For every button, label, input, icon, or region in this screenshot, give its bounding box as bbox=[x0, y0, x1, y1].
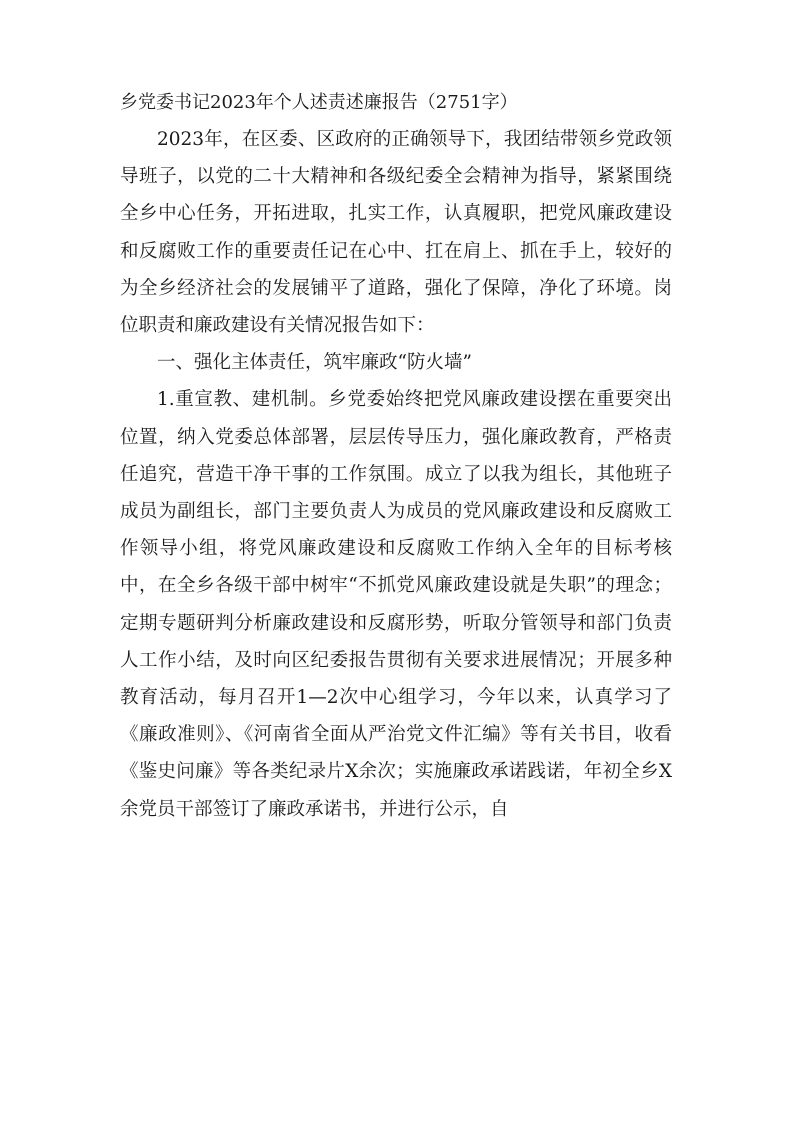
section-heading: 一、强化主体责任，筑牢廉政“防火墙” bbox=[157, 352, 472, 374]
body-paragraph: 1.重宣教、建机制。乡党委始终把党风廉政建设摆在重要突出位置，纳入党委总体部署，层层传导压力，强化廉政教育，严格责任追究，营造干净干事的工作氛围。成立了以我为组长，其他班子成员为副组长，部门主要负责人为成员的党风廉政建设和反腐败工作领导小组，将党风廉政建设和反腐败工作纳入全年的目标考核中，在全乡各级干部中树牢“不抓党风廉政建设就是失职”的理念；定期专题研判分析廉政建设和反腐形势，听取分管领导和部门负责人工作小结，及时向区纪委报告贯彻有关要求进展情况；开展多种教育活动，每月召开1—2次中心组学习，今年以来，认真学习了《廉政准则》、《河南省全面从严治党文件汇编》等有关书目，收看《鉴史问廉》等各类纪录片X余次；实施廉政承诺践诺，年初全乡X余党员干部签订了廉政承诺书，并进行公示，自 bbox=[120, 389, 672, 820]
document-page bbox=[120, 84, 672, 828]
intro-paragraph: 2023年，在区委、区政府的正确领导下，我团结带领乡党政领导班子，以党的二十大精神和各级纪委全会精神为指导，紧紧围绕全乡中心任务，开拓进取，扎实工作，认真履职，把党风廉政建设和反腐败工作的重要责任记在心中、扛在肩上、抓在手上，较好的为全乡经济社会的发展铺平了道路，强化了保障，净化了环境。岗位职责和廉政建设有关情况报告如下： bbox=[120, 129, 672, 337]
document-title: 乡党委书记2023年个人述责述廉报告（2751字） bbox=[120, 92, 518, 113]
